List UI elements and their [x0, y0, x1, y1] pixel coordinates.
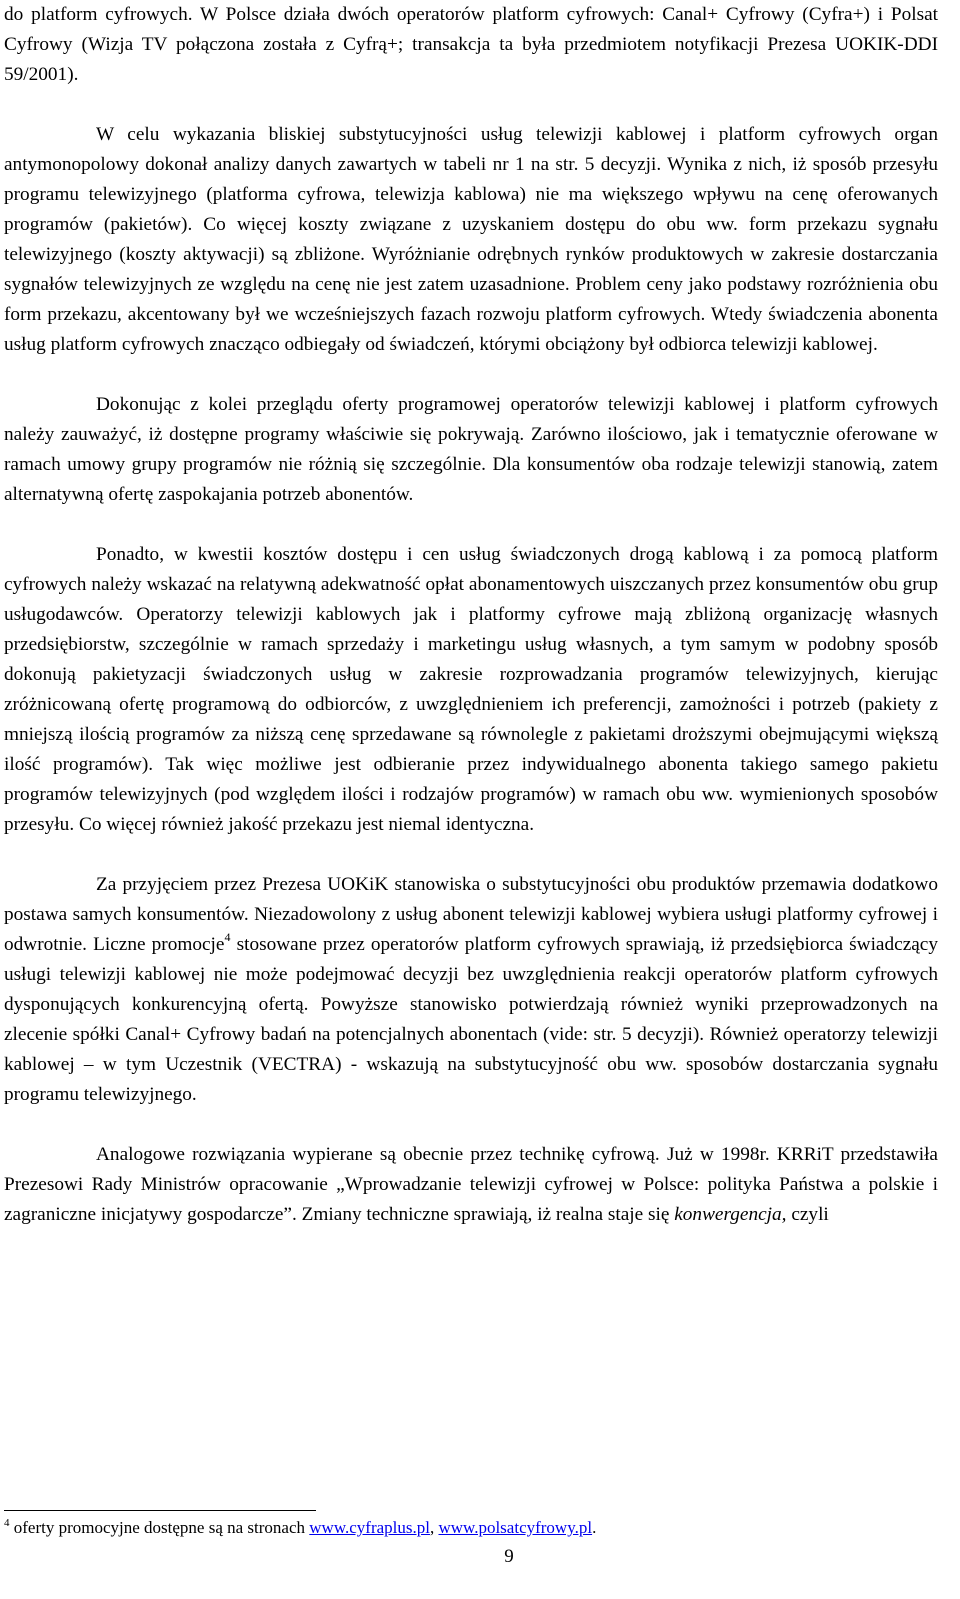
paragraph-program-offer: Dokonując z kolei przeglądu oferty programowej operatorów telewizji kablowej i platform cyfrowych należy zauważyć, iż dostępne programy właściwie się pokrywają. Zarówno ilościowo, jak i tematycznie oferowane w ramach umowy grupy programów nie różnią się szczególnie. Dla konsumentów oba rodzaje telewizji stanowią, zatem alternatywną ofertę zaspokajania potrzeb abonentów.: [4, 394, 938, 505]
footnote-link-cyfraplus[interactable]: www.cyfraplus.pl: [309, 1518, 430, 1537]
paragraph-text-before: Za przyjęciem przez Prezesa UOKiK stanowiska o substytucyjności obu produktów przemawia dodatkowo postawa samych konsumentów. Niezadowolony z usług abonent telewizji kablowej wybiera usługi platformy cyfrowej i odwrotnie. Liczne promocje: [4, 874, 938, 955]
footnote-reference: 4: [224, 930, 231, 944]
footnote-divider: [4, 1510, 316, 1511]
footnote-end: .: [592, 1518, 597, 1537]
paragraph-access-costs: Ponadto, w kwestii kosztów dostępu i cen usług świadczonych drogą kablową i za pomocą platform cyfrowych należy wskazać na relatywną adekwatność opłat abonamentowych uiszczanych przez konsumentów obu grup usługodawców. Operatorzy telewizji kablowych jak i platformy cyfrowe mają zbliżoną organizację własnych przedsiębiorstw, szczególnie w ramach sprzedaży i marketingu usług własnych, a tym samym w podobny sposób dokonują pakietyzacji świadczonych usług w zakresie rozprowadzania programów telewizyjnych, kierując zróżnicowaną ofertę programową do odbiorców, z uwzględnieniem ich preferencji, zamożności i potrzeb (pakiety z mniejszą ilością programów za niższą cenę sprzedawane są równolegle z pakietami droższymi obejmującymi większą ilość programów). Tak więc możliwe jest odbieranie przez indywidualnego abonenta takiego samego pakietu programów telewizyjnych (pod względem ilości i rodzajów programów) w ramach obu ww. wymienionych sposobów przesyłu. Co więcej również jakość przekazu jest niemal identyczna.: [4, 544, 938, 835]
emphasized-term: konwergencja,: [674, 1204, 787, 1225]
footnote-text: oferty promocyjne dostępne są na stronach: [9, 1518, 310, 1537]
paragraph-substitutability-analysis: W celu wykazania bliskiej substytucyjności usług telewizji kablowej i platform cyfrowych organ antymonopolowy dokonał analizy danych zawartych w tabeli nr 1 na str. 5 decyzji. Wynika z nich, iż sposób przesyłu programu telewizyjnego (platforma cyfrowa, telewizja kablowa) nie ma większego wpływu na cenę oferowanych programów (pakietów). Co więcej koszty związane z uzyskaniem dostępu do obu ww. form przekazu sygnału telewizyjnego (koszty aktywacji) są zbliżone. Wyróżnianie odrębnych rynków produktowych w zakresie dostarczania sygnałów telewizyjnych ze względu na cenę nie jest zatem uzasadnione. Problem ceny jako podstawy rozróżnienia obu form przekazu, akcentowany był we wcześniejszych fazach rozwoju platform cyfrowych. Wtedy świadczenia abonenta usług platform cyfrowych znacząco odbiegały od świadczeń, którymi obciążony był odbiorca telewizji kablowej.: [4, 124, 938, 355]
paragraph-consumer-attitude: [4, 870, 938, 1110]
footnote-separator: ,: [429, 1518, 439, 1537]
footnote-link-polsatcyfrowy[interactable]: www.polsatcyfrowy.pl: [438, 1518, 593, 1537]
page-number: 9: [504, 1546, 514, 1567]
paragraph-text-after: czyli: [786, 1204, 829, 1225]
footnote: [4, 1516, 938, 1540]
paragraph-digital-technique: [4, 1140, 938, 1230]
paragraph-text-before: Analogowe rozwiązania wypierane są obecnie przez technikę cyfrową. Już w 1998r. KRRiT przedstawiła Prezesowi Rady Ministrów opracowanie „Wprowadzanie telewizji cyfrowej w Polsce: polityka Państwa a polskie i zagraniczne inicjatywy gospodarcze”. Zmiany techniczne sprawiają, iż realna staje się: [4, 1144, 938, 1225]
footnote-number: 4: [4, 1517, 10, 1529]
paragraph-text-after: stosowane przez operatorów platform cyfrowych sprawiają, iż przedsiębiorca świadczący usługi telewizji kablowej nie może podejmować decyzji bez uwzględnienia reakcji operatorów platform cyfrowych dysponujących konkurencyjną ofertą. Powyższe stanowisko potwierdzają również wyniki przeprowadzonych na zlecenie spółki Canal+ Cyfrowy badań na potencjalnych abonentach (vide: str. 5 decyzji). Również operatorzy telewizji kablowej – w tym Uczestnik (VECTRA) - wskazują na substytucyjność obu ww. sposobów dostarczania sygnału programu telewizyjnego.: [4, 934, 939, 1105]
paragraph-continuation: do platform cyfrowych. W Polsce działa dwóch operatorów platform cyfrowych: Canal+ Cyfrowy (Cyfra+) i Polsat Cyfrowy (Wizja TV połączona została z Cyfrą+; transakcja ta była przedmiotem notyfikacji Prezesa UOKIK-DDI 59/2001).: [4, 4, 938, 85]
document-page: [4, 0, 938, 1230]
